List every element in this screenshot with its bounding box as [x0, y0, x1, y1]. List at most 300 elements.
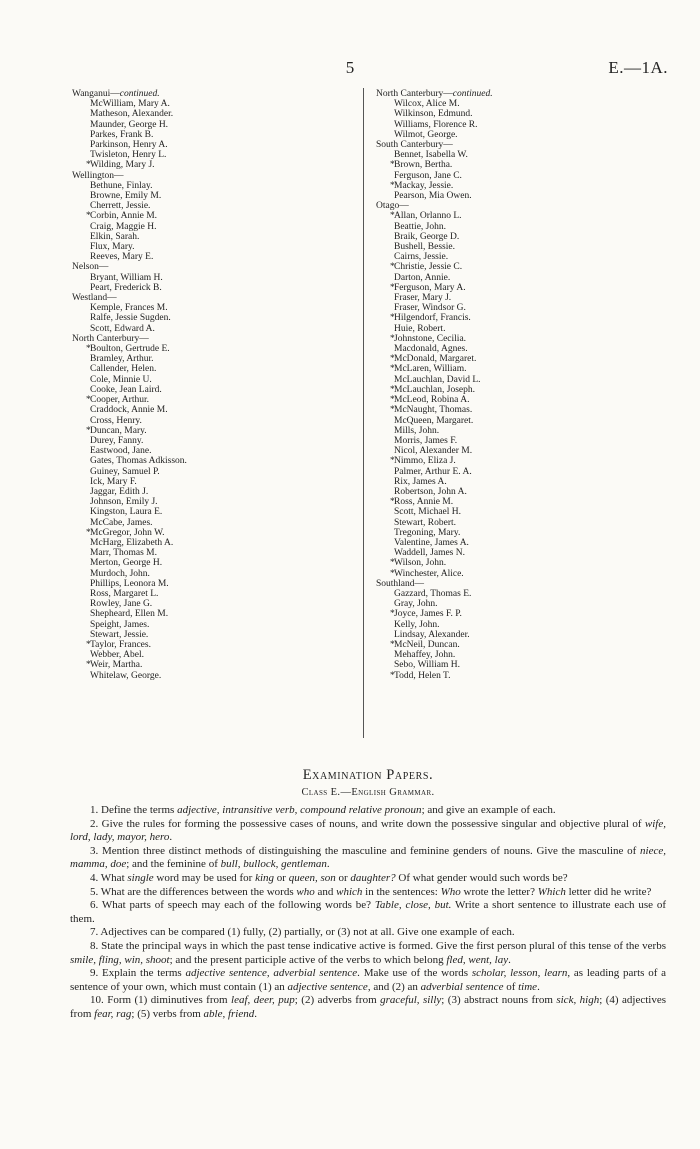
candidate-name [376, 120, 676, 130]
asterisk-icon: * [86, 211, 91, 222]
asterisk-icon: * [390, 395, 395, 406]
candidate-name [72, 232, 352, 242]
question-text: or [335, 871, 351, 884]
asterisk-icon: * [390, 364, 395, 375]
candidate-name-text: Taylor, Frances. [90, 639, 151, 650]
candidate-name-text: Durey, Fanny. [90, 435, 144, 446]
candidate-name [376, 630, 676, 640]
question-text: ; (5) verbs from [131, 1007, 204, 1020]
candidate-name [376, 160, 676, 170]
candidate-name-text: McLeod, Robina A. [394, 395, 470, 406]
candidate-name [72, 344, 352, 354]
question-italic-term: adjective sentence, adverbial sentence [185, 967, 358, 980]
candidate-name [72, 456, 352, 466]
candidate-name [376, 589, 676, 599]
candidate-name [72, 201, 352, 211]
candidate-name-text: McQueen, Margaret. [394, 415, 474, 426]
candidate-name-text: Kelly, John. [394, 619, 440, 630]
column-divider [363, 88, 364, 738]
candidate-name [72, 416, 352, 426]
candidate-name-text: Lindsay, Alexander. [394, 629, 470, 640]
question-text: 1. Define the terms [90, 804, 178, 816]
asterisk-icon: * [390, 558, 395, 569]
candidate-name-text: Huie, Robert. [394, 323, 446, 334]
asterisk-icon: * [390, 354, 395, 365]
candidate-name [72, 467, 352, 477]
candidate-name [376, 273, 676, 283]
candidate-name [72, 660, 352, 670]
candidate-name [376, 334, 676, 344]
candidate-name [376, 283, 676, 293]
candidate-name-text: Palmer, Arthur E. A. [394, 466, 472, 477]
asterisk-icon: * [390, 405, 395, 416]
candidate-name [72, 487, 352, 497]
candidate-name-text: Bramley, Arthur. [90, 354, 154, 365]
question-italic-term: who [296, 885, 315, 898]
candidate-name-text: Winchester, Alice. [394, 568, 464, 579]
candidate-name-text: Bushell, Bessie. [394, 242, 455, 253]
question-italic-term: fear, rag [94, 1007, 132, 1020]
asterisk-icon: * [390, 384, 395, 395]
candidate-name-text: Mehaffey, John. [394, 650, 456, 661]
name-list-right [376, 89, 676, 681]
question-text: 9. Explain the terms [90, 967, 186, 980]
question-italic-term: king [255, 871, 275, 884]
candidate-name [376, 211, 676, 221]
candidate-name [72, 375, 352, 385]
candidate-name [376, 171, 676, 181]
candidate-name-text: Webber, Abel. [90, 650, 144, 661]
candidate-name-text: McNeil, Duncan. [394, 639, 460, 650]
candidate-name [72, 303, 352, 313]
candidate-name-text: Bethune, Finlay. [90, 180, 153, 191]
candidate-name [72, 609, 352, 619]
candidate-name [72, 558, 352, 568]
candidate-name [72, 436, 352, 446]
question-text: ; (3) abstract nouns from [441, 994, 557, 1007]
exam-question [70, 940, 666, 967]
candidate-name-text: Morris, James F. [394, 435, 458, 446]
exam-question [70, 845, 666, 872]
candidate-name-text: Mills, John. [394, 425, 440, 436]
candidate-name [72, 181, 352, 191]
candidate-name-text: Marr, Thomas M. [90, 548, 157, 559]
candidate-name [72, 222, 352, 232]
candidate-name-text: Ferguson, Jane C. [394, 170, 462, 181]
candidate-name [376, 609, 676, 619]
candidate-name [72, 477, 352, 487]
candidate-name-text: Wilson, John. [394, 558, 447, 569]
question-text: ; and the feminine of [126, 858, 221, 871]
candidate-name-text: Speight, James. [90, 619, 150, 630]
candidate-name-text: Ralfe, Jessie Sugden. [90, 313, 171, 324]
asterisk-icon: * [390, 180, 395, 191]
candidate-name [376, 324, 676, 334]
candidate-name-text: Williams, Florence R. [394, 119, 478, 130]
candidate-name [72, 150, 352, 160]
candidate-name-text: McWilliam, Mary A. [90, 99, 170, 110]
exam-question [70, 818, 666, 845]
question-text: . [169, 831, 173, 844]
candidate-name [376, 569, 676, 579]
candidate-name-text: Whitelaw, George. [90, 670, 162, 681]
candidate-name-text: Sebo, William H. [394, 660, 460, 671]
candidate-name [72, 497, 352, 507]
question-italic-term: adverbial sentence [420, 980, 504, 993]
question-text: . [508, 953, 511, 966]
candidate-name-text: McNaught, Thomas. [394, 405, 473, 416]
candidate-name [376, 671, 676, 681]
candidate-name [376, 364, 676, 374]
candidate-name [72, 364, 352, 374]
question-text: . [537, 980, 540, 993]
asterisk-icon: * [390, 639, 395, 650]
candidate-name [72, 354, 352, 364]
candidate-name-text: Ferguson, Mary A. [394, 282, 466, 293]
candidate-name-text: Ross, Annie M. [394, 497, 454, 508]
page-number: 5 [345, 58, 355, 77]
asterisk-icon: * [86, 527, 91, 538]
question-text: 6. What parts of speech may each of the following words be? [90, 899, 375, 912]
candidate-name-text: Guiney, Samuel P. [90, 466, 160, 477]
question-text: . [254, 1007, 257, 1020]
candidate-name-text: Weir, Martha. [90, 660, 143, 671]
asterisk-icon: * [86, 660, 91, 671]
candidate-name [376, 487, 676, 497]
candidate-name [72, 160, 352, 170]
candidate-name-text: Ick, Mary F. [90, 476, 137, 487]
asterisk-icon: * [390, 262, 395, 273]
district-name: South Canterbury— [376, 140, 453, 151]
candidate-name-text: Cross, Henry. [90, 415, 142, 426]
question-text: , as leading parts of a sentence of your own, which must contain (1) an [70, 967, 667, 993]
candidate-name [72, 650, 352, 660]
exam-question [70, 926, 666, 940]
candidate-name [376, 558, 676, 568]
question-italic-term: scholar, lesson, learn [471, 967, 568, 980]
candidate-name-text: Ross, Margaret L. [90, 588, 159, 599]
candidate-name [72, 518, 352, 528]
question-text: . [326, 858, 330, 871]
name-list-left [72, 89, 352, 681]
candidate-name [376, 497, 676, 507]
candidate-name [72, 640, 352, 650]
candidate-name-text: Craddock, Annie M. [90, 405, 168, 416]
candidate-name-text: Stewart, Robert. [394, 517, 457, 528]
candidate-name [72, 405, 352, 415]
question-text: letter did he write? [565, 885, 652, 898]
candidate-name-text: Peart, Frederick B. [90, 282, 162, 293]
district-name: Otago— [376, 201, 409, 212]
question-text: or [274, 871, 289, 884]
candidate-name [376, 181, 676, 191]
question-text: ; and give an example of each. [421, 804, 556, 816]
continued-label: continued. [452, 89, 493, 99]
candidate-name-text: Shepheard, Ellen M. [90, 609, 169, 620]
candidate-name [72, 599, 352, 609]
candidate-name-text: Maunder, George H. [90, 119, 169, 130]
candidate-name-text: Braik, George D. [394, 231, 460, 242]
asterisk-icon: * [390, 333, 395, 344]
question-text: ; (4) adjectives from [70, 994, 666, 1020]
candidate-name-text: Cairns, Jessie. [394, 252, 449, 263]
question-italic-term: graceful, silly [380, 994, 442, 1007]
exam-question [70, 899, 666, 926]
candidate-name-text: Todd, Helen T. [394, 670, 451, 681]
candidate-name [72, 395, 352, 405]
district-name: Westland— [72, 293, 117, 304]
candidate-name-text: Rix, James A. [394, 476, 447, 487]
candidate-name [376, 303, 676, 313]
candidate-name [72, 620, 352, 630]
candidate-name [376, 528, 676, 538]
candidate-name [376, 456, 676, 466]
candidate-name [376, 426, 676, 436]
candidate-name [72, 385, 352, 395]
exam-question [70, 804, 666, 818]
candidate-name-text: Scott, Michael H. [394, 507, 462, 518]
candidate-name-text: Gazzard, Thomas E. [394, 588, 472, 599]
candidate-name-text: Twisleton, Henry L. [90, 150, 167, 161]
candidate-name [72, 548, 352, 558]
candidate-name [376, 467, 676, 477]
asterisk-icon: * [390, 282, 395, 293]
question-text: Write a short sentence to illustrate each use of them. [70, 899, 666, 925]
candidate-name-text: Browne, Emily M. [90, 191, 162, 202]
question-italic-term: fled, went, lay [446, 953, 509, 966]
candidate-name-text: Nimmo, Eliza J. [394, 456, 456, 467]
candidate-name [376, 222, 676, 232]
candidate-name-text: Corbin, Annie M. [90, 211, 158, 222]
candidate-name-text: Cole, Minnie U. [90, 374, 152, 385]
candidate-name-text: Murdoch, John. [90, 568, 150, 579]
candidate-name-text: Callender, Helen. [90, 364, 157, 375]
asterisk-icon: * [390, 211, 395, 222]
asterisk-icon: * [390, 670, 395, 681]
candidate-name [72, 242, 352, 252]
district-name: Nelson— [72, 262, 109, 273]
candidate-name [376, 262, 676, 272]
candidate-name [376, 354, 676, 364]
question-list [70, 804, 666, 1022]
question-text: 5. What are the differences between the words [90, 885, 297, 898]
candidate-name-text: McLauchlan, Joseph. [394, 384, 475, 395]
candidate-name [72, 140, 352, 150]
candidate-name [376, 130, 676, 140]
candidate-name [376, 660, 676, 670]
question-italic-term: Who [440, 885, 461, 898]
district-name: North Canterbury— [72, 333, 149, 344]
candidate-name [376, 507, 676, 517]
candidate-name-text: McLaren, William. [394, 364, 467, 375]
district-heading [72, 334, 352, 344]
candidate-name [376, 620, 676, 630]
question-text: of [503, 980, 519, 993]
candidate-name-text: McDonald, Margaret. [394, 354, 477, 365]
question-italic-term: which [336, 885, 363, 898]
candidate-name [376, 252, 676, 262]
exam-question [70, 886, 666, 900]
candidate-name [72, 324, 352, 334]
candidate-name-text: Allan, Orlanno L. [394, 211, 462, 222]
district-name: Wanganui— [72, 89, 120, 99]
candidate-name [376, 150, 676, 160]
candidate-name [376, 109, 676, 119]
exam-question [70, 872, 666, 886]
candidate-name [72, 579, 352, 589]
candidate-name-text: Reeves, Mary E. [90, 252, 154, 263]
candidate-name [376, 548, 676, 558]
candidate-name-text: McCabe, James. [90, 517, 153, 528]
asterisk-icon: * [390, 497, 395, 508]
candidate-name [376, 436, 676, 446]
candidate-name-text: Johnson, Emily J. [90, 497, 158, 508]
question-text: 3. Mention three distinct methods of distinguishing the masculine and feminine genders of nouns. Give the masculine of [90, 844, 641, 857]
candidate-name [376, 99, 676, 109]
candidate-name [72, 538, 352, 548]
document-reference: E.—1A. [608, 58, 668, 77]
question-italic-term: queen, son [288, 871, 336, 884]
question-italic-term: Table, close, but. [374, 899, 452, 912]
candidate-name-text: Cooke, Jean Laird. [90, 384, 162, 395]
question-italic-term: sick, high [556, 994, 600, 1007]
asterisk-icon: * [86, 639, 91, 650]
candidate-name-text: Parkes, Frank B. [90, 129, 154, 140]
candidate-name-text: Kingston, Laura E. [90, 507, 163, 518]
candidate-name-text: McHarg, Elizabeth A. [90, 537, 174, 548]
question-text: , and (2) an [367, 980, 421, 993]
candidate-name-text: Brown, Bertha. [394, 160, 453, 171]
candidate-name [376, 293, 676, 303]
candidate-name [376, 640, 676, 650]
district-name: North Canterbury— [376, 89, 453, 99]
candidate-name-text: Jaggar, Edith J. [90, 486, 149, 497]
candidate-name-text: McGregor, John W. [90, 527, 165, 538]
candidate-name [376, 344, 676, 354]
question-italic-term: niece, mamma, doe [70, 844, 666, 871]
district-name: Southland— [376, 578, 425, 589]
question-text: ; and the present participle active of the verbs to which belong [169, 953, 447, 966]
question-text: ; (2) adverbs from [294, 994, 381, 1007]
candidate-name [376, 477, 676, 487]
question-text: Of what gender would such words be? [395, 871, 568, 884]
candidate-name-text: Cherrett, Jessie. [90, 201, 151, 212]
candidate-name-text: Bennet, Isabella W. [394, 150, 468, 161]
question-text: 2. Give the rules for forming the possessive cases of nouns, and write down the possessive singular and objective plural of [90, 817, 645, 830]
question-italic-term: adjective, intransitive verb, compound relative pronoun [177, 804, 422, 816]
candidate-name-text: Gates, Thomas Adkisson. [90, 456, 187, 467]
candidate-name-text: Cooper, Arthur. [90, 395, 149, 406]
candidate-name [376, 446, 676, 456]
examination-section [70, 767, 666, 1022]
district-heading [72, 171, 352, 181]
candidate-name [72, 569, 352, 579]
question-text: word may be used for [153, 871, 256, 884]
candidate-name [376, 191, 676, 201]
candidate-name [376, 395, 676, 405]
candidate-name [72, 446, 352, 456]
candidate-name [72, 283, 352, 293]
class-heading: Class E.—English Grammar. [301, 787, 435, 798]
candidate-name-text: Eastwood, Jane. [90, 446, 152, 457]
candidate-name-text: Merton, George H. [90, 558, 163, 569]
candidate-name-text: Pearson, Mia Owen. [394, 191, 472, 202]
candidate-name [376, 538, 676, 548]
candidate-name-text: Waddell, James N. [394, 548, 465, 559]
question-text: wrote the letter? [460, 885, 538, 898]
candidate-name [376, 385, 676, 395]
candidate-name-text: Boulton, Gertrude E. [90, 344, 170, 355]
candidate-name-text: Kemple, Frances M. [90, 303, 168, 314]
district-heading [72, 262, 352, 272]
district-heading [376, 89, 676, 99]
question-text: 10. Form (1) diminutives from [90, 994, 232, 1007]
question-text: and [314, 885, 337, 898]
asterisk-icon: * [390, 456, 395, 467]
candidate-name [72, 109, 352, 119]
candidate-name-text: Hilgendorf, Francis. [394, 313, 471, 324]
candidate-name-text: Rowley, Jane G. [90, 599, 153, 610]
candidate-name-text: Stewart, Jessie. [90, 629, 149, 640]
continued-label: continued. [119, 89, 160, 99]
candidate-name [72, 630, 352, 640]
candidate-name [376, 518, 676, 528]
candidate-name [72, 528, 352, 538]
exam-title: Examination Papers. [302, 767, 434, 783]
candidate-name [376, 650, 676, 660]
candidate-name-text: Valentine, James A. [394, 537, 469, 548]
district-heading [376, 140, 676, 150]
candidate-name [72, 120, 352, 130]
candidate-name [72, 671, 352, 681]
asterisk-icon: * [86, 395, 91, 406]
question-text: in the sentences: [362, 885, 441, 898]
district-name: Wellington— [72, 170, 124, 181]
candidate-name-text: Nicol, Alexander M. [394, 446, 473, 457]
candidate-name-text: Duncan, Mary. [90, 425, 147, 436]
question-italic-term: bull, bullock, gentleman [220, 858, 327, 871]
candidate-name-text: Matheson, Alexander. [90, 109, 174, 120]
candidate-name-text: Tregoning, Mary. [394, 527, 461, 538]
asterisk-icon: * [86, 344, 91, 355]
question-text: 4. What [90, 871, 128, 884]
candidate-name [376, 405, 676, 415]
district-heading [376, 201, 676, 211]
question-italic-term: adjective sentence [287, 980, 368, 993]
candidate-name [72, 99, 352, 109]
candidate-name-text: Flux, Mary. [90, 242, 135, 253]
candidate-name [72, 507, 352, 517]
candidate-name [72, 130, 352, 140]
asterisk-icon: * [390, 160, 395, 171]
candidate-name [376, 232, 676, 242]
asterisk-icon: * [86, 425, 91, 436]
candidate-name [376, 599, 676, 609]
question-italic-term: wife, lord, lady, mayor, hero [70, 817, 666, 844]
candidate-name-text: McLauchlan, David L. [394, 374, 481, 385]
candidate-name [72, 426, 352, 436]
question-italic-term: single [127, 871, 154, 884]
exam-question [70, 967, 666, 994]
candidate-name-text: Parkinson, Henry A. [90, 140, 168, 151]
question-italic-term: Which [537, 885, 566, 898]
asterisk-icon: * [390, 609, 395, 620]
candidate-name-text: Craig, Maggie H. [90, 221, 157, 232]
question-text: 7. Adjectives can be compared (1) fully, (2) partially, or (3) not at all. Give one example of each. [90, 926, 515, 939]
asterisk-icon: * [390, 568, 395, 579]
candidate-name [72, 211, 352, 221]
candidate-name-text: Gray, John. [394, 599, 438, 610]
